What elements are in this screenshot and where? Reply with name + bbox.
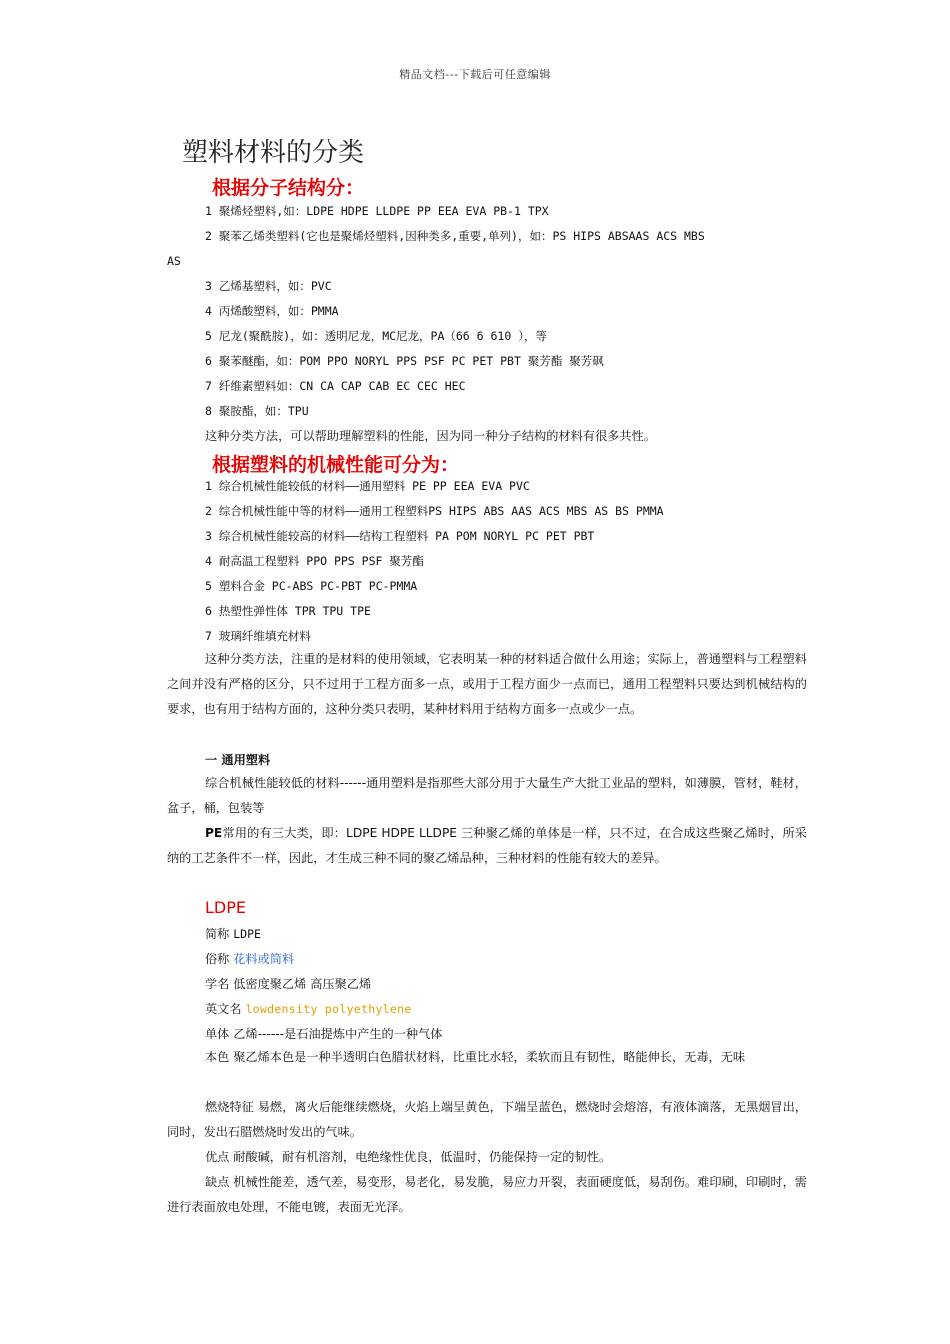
pe-lead: PE [205, 826, 223, 840]
section-note-paragraph: 这种分类方法，注重的是材料的使用领域，它表明某一种的材料适合做什么用途；实际上，普通塑料与工程塑料之间并没有严格的区分，只不过用于工程方面多一点，或用于工程方面少一点而已，通用工程塑料只要达到机械结构的要求，也有用于结构方面的，这种分类只表明，某种材料用于结构方面多一点或少一点。 [167, 652, 807, 716]
list-item: 1 综合机械性能较低的材料——通用塑料 PE PP EEA EVA PVC [205, 479, 530, 493]
field-value: lowdensity polyethylene [245, 1002, 412, 1016]
list-item: 8 聚胺酯，如：TPU [205, 404, 309, 418]
ldpe-common-name [205, 950, 294, 968]
list-item: 6 聚苯醚酯，如：POM PPO NORYL PPS PSF PC PET PBT 聚芳酯 聚芳砜 [205, 354, 604, 368]
list-item: 3 乙烯基塑料，如：PVC [205, 279, 332, 293]
list-item: 7 玻璃纤维填充材料 [205, 629, 311, 643]
list-item: 3 综合机械性能较高的材料——结构工程塑料 PA POM NORYL PC PET PBT [205, 529, 595, 543]
list-item: 1 聚烯烃塑料,如：LDPE HDPE LLDPE PP EEA EVA PB-1 TPX [205, 204, 549, 218]
list-item: 4 耐高温工程塑料 PPO PPS PSF 聚芳酯 [205, 554, 424, 568]
list-item: 7 纤维素塑料如：CN CA CAP CAB EC CEC HEC [205, 379, 466, 393]
ldpe-pros: 优点 耐酸碱，耐有机溶剂，电绝缘性优良，低温时，仍能保持一定的韧性。 [205, 1150, 612, 1164]
ldpe-english-name [205, 1000, 412, 1018]
field-label: 英文名 [205, 1002, 242, 1016]
list-item: 2 综合机械性能中等的材料——通用工程塑料PS HIPS ABS AAS ACS MBS AS BS PMMA [205, 504, 664, 518]
field-value: LDPE [233, 927, 261, 941]
field-label: 学名 [205, 977, 230, 991]
field-label: 简称 [205, 927, 230, 941]
ldpe-heading: LDPE [205, 898, 246, 917]
section-heading-mechanical: 根据塑料的机械性能可分为： [212, 454, 460, 476]
ldpe-short-name [205, 925, 261, 943]
list-item: 5 塑料合金 PC-ABS PC-PBT PC-PMMA [205, 579, 418, 593]
ldpe-monomer: 单体 乙烯------是石油提炼中产生的一种气体 [205, 1027, 443, 1041]
ldpe-scientific-name [205, 975, 371, 993]
field-value: 花料或筒料 [233, 952, 295, 966]
list-item: 5 尼龙(聚酰胺)，如：透明尼龙，MC尼龙，PA（66 6 610 ），等 [205, 329, 547, 343]
pe-text: 常用的有三大类，即：LDPE HDPE LLDPE 三种聚乙烯的单体是一样，只不过，在合成这些聚乙烯时，所采纳的工艺条件不一样，因此，才生成三种不同的聚乙烯品种，三种材料的性能有较大的差异。 [167, 826, 807, 865]
ldpe-cons: 缺点 机械性能差，透气差，易变形，易老化，易发脆，易应力开裂，表面硬度低，易刮伤。难印刷，印刷时，需进行表面放电处理，不能电镀，表面无光泽。 [167, 1175, 807, 1214]
ldpe-color: 本色 聚乙烯本色是一种半透明白色腊状材料，比重比水轻，柔软而且有韧性，略能伸长，无毒，无味 [205, 1050, 746, 1064]
section-heading-molecular: 根据分子结构分： [212, 177, 365, 199]
list-item: 2 聚苯乙烯类塑料(它也是聚烯烃塑料,因种类多,重要,单列)，如：PS HIPS ABSAAS ACS MBS [205, 229, 705, 243]
field-label: 俗称 [205, 952, 230, 966]
page-title: 塑料材料的分类 [182, 138, 365, 168]
list-item: 6 热塑性弹性体 TPR TPU TPE [205, 604, 371, 618]
subsection-heading-general: 一 通用塑料 [205, 753, 271, 767]
ldpe-burn: 燃烧特征 易燃，离火后能继续燃烧，火焰上端呈黄色，下端呈蓝色，燃烧时会熔溶，有液体滴落，无黑烟冒出，同时，发出石腊燃烧时发出的气味。 [167, 1100, 807, 1139]
pe-paragraph [167, 821, 807, 871]
list-item: AS [167, 254, 181, 268]
section-note: 这种分类方法，可以帮助理解塑料的性能，因为同一种分子结构的材料有很多共性。 [205, 429, 656, 443]
general-paragraph: 综合机械性能较低的材料------通用塑料是指那些大部分用于大量生产大批工业品的塑料，如薄膜，管材，鞋材，盆子，桶，包装等 [167, 776, 807, 815]
list-item: 4 丙烯酸塑料，如：PMMA [205, 304, 339, 318]
field-value: 低密度聚乙烯 高压聚乙烯 [233, 977, 372, 991]
page-header: 精品文档---下载后可任意编辑 [399, 68, 551, 81]
